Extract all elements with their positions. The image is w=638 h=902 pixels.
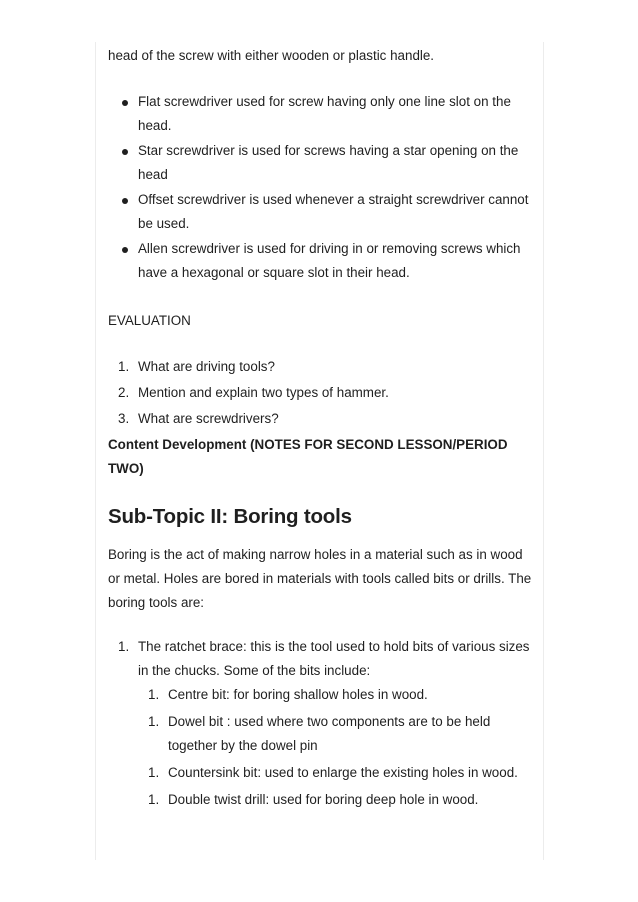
evaluation-heading: EVALUATION [108, 313, 191, 328]
list-item [108, 355, 538, 379]
screwdriver-types-list [108, 90, 538, 285]
content-development-heading: Content Development (NOTES FOR SECOND LESSON/PERIOD TWO) [108, 437, 508, 476]
question-text: What are screwdrivers? [138, 411, 279, 426]
boring-paragraph: Boring is the act of making narrow holes in a material such as in wood or metal. Holes are bored in materials with tools called bits or drills. The boring tools are: [108, 547, 532, 610]
subtopic-title: Sub-Topic II: Boring tools [108, 505, 352, 528]
question-text: Mention and explain two types of hammer. [138, 385, 389, 400]
list-item: Flat screwdriver used for screw having only one line slot on the head. [108, 90, 538, 138]
list-number: 3. [118, 411, 130, 426]
page-border-right [543, 42, 544, 860]
list-item [108, 381, 538, 405]
list-item [138, 710, 538, 758]
bit-text: Countersink bit: used to enlarge the existing holes in wood. [168, 765, 518, 780]
list-number: 2. [118, 385, 130, 400]
list-number: 1. [118, 359, 130, 374]
list-number: 1. [148, 714, 160, 729]
list-item [108, 407, 538, 431]
list-number: 1. [118, 639, 130, 654]
list-item: Offset screwdriver is used whenever a straight screwdriver cannot be used. [108, 188, 538, 236]
bit-text: Centre bit: for boring shallow holes in wood. [168, 687, 428, 702]
bit-text: Dowel bit : used where two components are to be held together by the dowel pin [168, 714, 491, 753]
list-number: 1. [148, 687, 160, 702]
document-content [108, 44, 538, 815]
tool-text: The ratchet brace: this is the tool used to hold bits of various sizes in the chucks. Some of the bits include: [138, 639, 530, 678]
boring-tools-list [108, 635, 538, 812]
list-number: 1. [148, 792, 160, 807]
intro-paragraph: head of the screw with either wooden or plastic handle. [108, 48, 435, 63]
question-text: What are driving tools? [138, 359, 275, 374]
page-border-left [95, 42, 96, 860]
list-item [108, 635, 538, 812]
bits-list [138, 683, 538, 812]
list-number: 1. [148, 765, 160, 780]
evaluation-questions [108, 355, 538, 431]
bit-text: Double twist drill: used for boring deep hole in wood. [168, 792, 479, 807]
list-item [138, 761, 538, 785]
list-item: Allen screwdriver is used for driving in or removing screws which have a hexagonal or square slot in their head. [108, 237, 538, 285]
list-item [138, 683, 538, 707]
list-item: Star screwdriver is used for screws having a star opening on the head [108, 139, 538, 187]
list-item [138, 788, 538, 812]
